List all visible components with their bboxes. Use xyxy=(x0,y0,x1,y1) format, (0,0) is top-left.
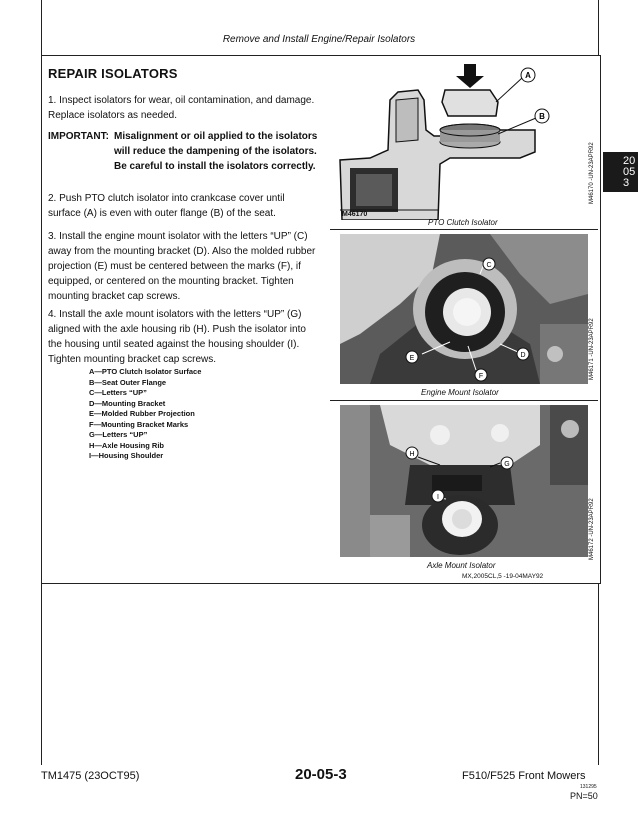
important-note xyxy=(48,129,318,177)
callout-i: I xyxy=(437,494,439,501)
engine-side-label: M46171 -UN-23APR92 xyxy=(589,318,595,380)
callout-h: H xyxy=(409,451,415,458)
reference-code: MX,2005CL,5 -19-04MAY92 xyxy=(462,573,544,580)
step-4-text: 4. Install the axle mount isolators with the letters “UP” (G) aligned with the axle housing rib (H). Push the isolator into the housing until seated against the housing shoulder (I). Tighten mounting bracket cap screws. xyxy=(48,309,306,365)
bottom-left-rule xyxy=(41,583,42,765)
legend-item: H—Axle Housing Rib xyxy=(89,440,165,450)
tab-line-3: 3 xyxy=(623,177,630,189)
legend-item: C—Letters “UP” xyxy=(89,388,147,397)
important-text: Misalignment or oil applied to the isolators will reduce the dampening of the isolators. Be careful to install the isolators correctly. xyxy=(114,131,318,172)
figure-divider xyxy=(330,229,598,230)
footer-pn: PN=50 xyxy=(570,791,598,801)
legend-item: G—Letters “UP” xyxy=(89,430,148,439)
axle-caption: Axle Mount Isolator xyxy=(427,561,496,570)
legend-item: A—PTO Clutch Isolator Surface xyxy=(89,367,202,376)
figure-code: M46170 xyxy=(342,211,368,218)
bottom-right-rule xyxy=(598,583,599,765)
axle-mount-isolator-photo xyxy=(340,405,588,557)
tab-line-2: 05 xyxy=(623,166,636,178)
engine-caption: Engine Mount Isolator xyxy=(421,388,499,397)
step-2-text: 2. Push PTO clutch isolator into crankcase cover until surface (A) is even with outer flange (B) of the seat. xyxy=(48,193,285,219)
engine-mount-drawing xyxy=(340,234,588,384)
engine-mount-isolator-photo xyxy=(340,234,588,384)
footer-product: F510/F525 Front Mowers xyxy=(462,770,586,782)
callout-a: A xyxy=(525,71,531,80)
pto-clutch-isolator-figure xyxy=(330,60,585,220)
legend-list xyxy=(89,367,201,462)
top-right-rule xyxy=(598,0,599,55)
section-title: REPAIR ISOLATORS xyxy=(48,66,178,81)
axle-mount-drawing xyxy=(340,405,588,557)
pto-side-label: M46170 -UN-23APR92 xyxy=(589,142,595,204)
legend-item: I—Housing Shoulder xyxy=(89,451,164,460)
footer-page-number: 20-05-3 xyxy=(295,766,347,783)
legend-item: E—Molded Rubber Projection xyxy=(89,409,195,418)
callout-e: E xyxy=(409,355,415,362)
footer-manual-id: TM1475 (23OCT95) xyxy=(41,770,140,782)
callout-f: F xyxy=(478,373,484,380)
legend-item: D—Mounting Bracket xyxy=(89,398,166,408)
callout-d: D xyxy=(520,352,526,359)
section-tab xyxy=(603,152,638,192)
page-header-title: Remove and Install Engine/Repair Isolators xyxy=(222,34,416,45)
legend-item: F—Mounting Bracket Marks xyxy=(89,419,189,429)
figure-divider xyxy=(330,400,598,401)
footer-small-code: 131295 xyxy=(580,784,597,790)
step-1-text: 1. Inspect isolators for wear, oil contamination, and damage. Replace isolators as needed. xyxy=(48,95,315,121)
callout-b: B xyxy=(539,112,545,121)
callout-c: C xyxy=(486,262,492,269)
pto-clutch-drawing xyxy=(330,60,585,220)
top-left-rule xyxy=(41,0,42,55)
axle-side-label: M46172 -UN-23APR92 xyxy=(589,498,595,560)
pto-caption: PTO Clutch Isolator xyxy=(428,218,498,227)
important-label: IMPORTANT: xyxy=(48,131,109,142)
step-3-text: 3. Install the engine mount isolator with the letters “UP” (C) away from the mounting bracket (D). Also the molded rubber projection (E) must be centered between the marks (F), if equipped, or centered on the mounting bracket. Tighten mounting bracket cap screws. xyxy=(48,231,316,302)
callout-g: G xyxy=(504,461,510,468)
tab-line-1: 20 xyxy=(623,155,636,167)
legend-item: B—Seat Outer Flange xyxy=(89,377,167,387)
